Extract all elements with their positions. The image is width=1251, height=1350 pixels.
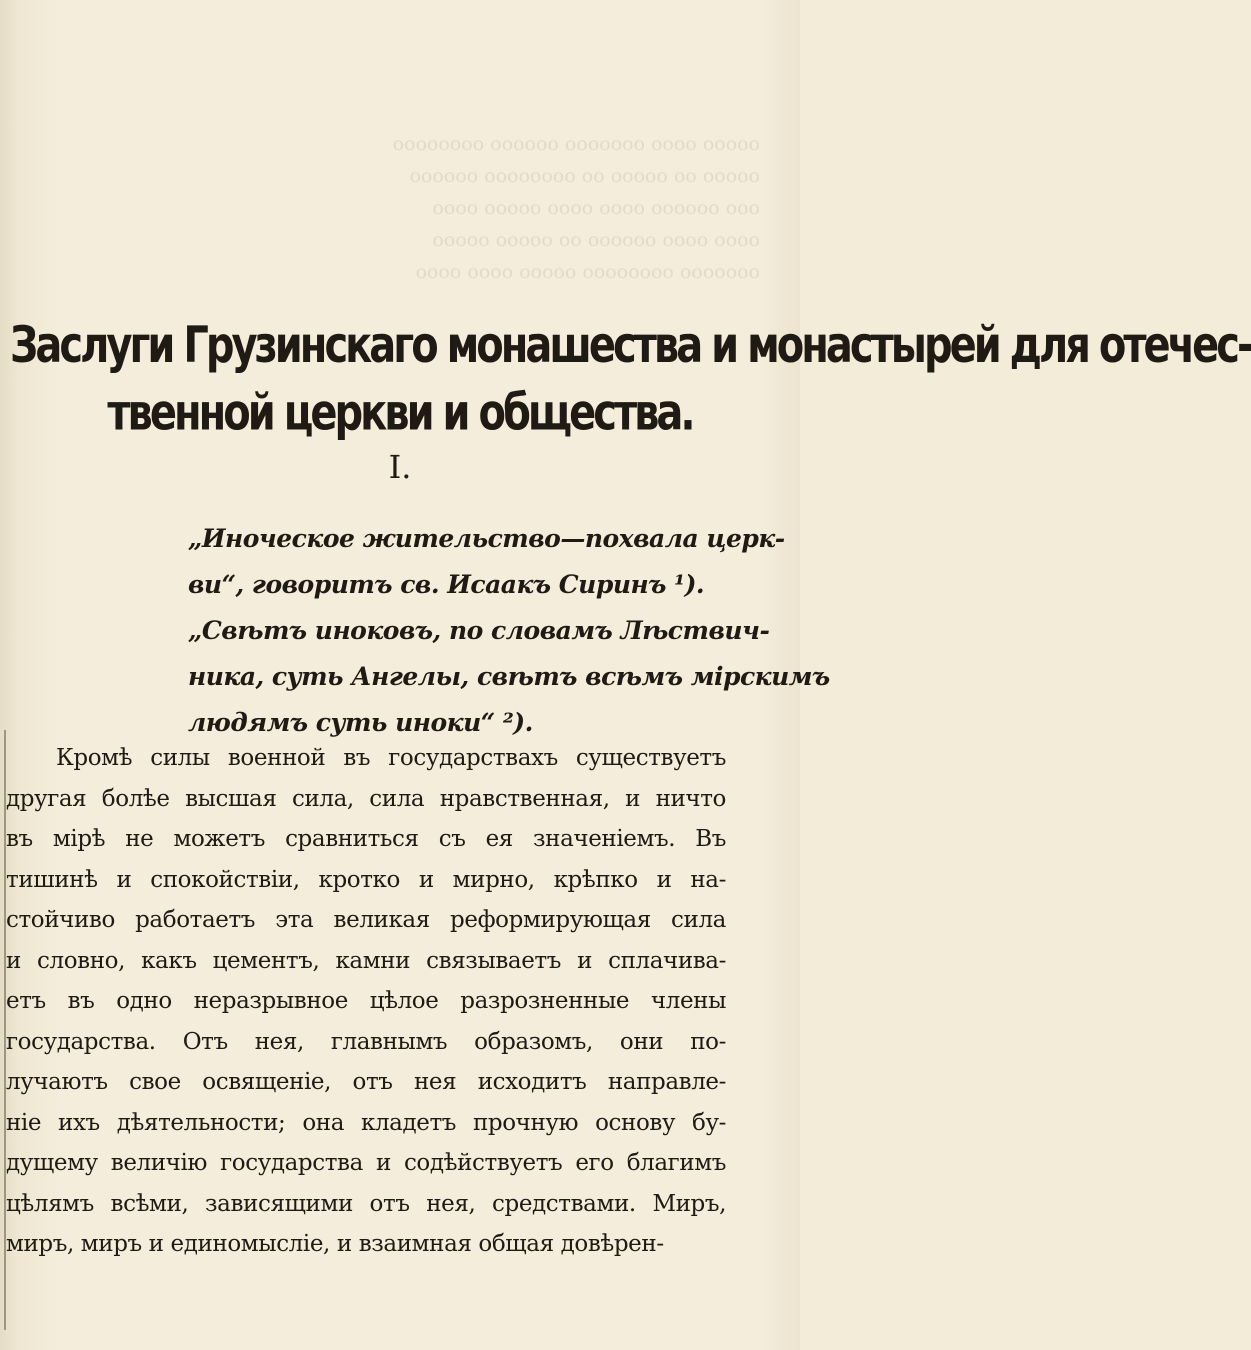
- section-number: I.: [388, 448, 412, 486]
- body-line: другая болѣе высшая сила, сила нравственная, и ничто: [6, 785, 726, 812]
- body-line: цѣлямъ всѣми, зависящими отъ нея, средствами. Миръ,: [6, 1190, 726, 1217]
- body-line: дущему величію государства и содѣйствуетъ его благимъ: [6, 1150, 726, 1176]
- epigraph-line: „Иноческое жительство—похвала церк-: [188, 524, 785, 553]
- chapter-title-line-2: твенной церкви и общества.: [107, 384, 693, 442]
- epigraph-line: „Свѣтъ иноковъ, по словамъ Лѣствич-: [188, 616, 770, 645]
- body-line: въ мірѣ не можетъ сравниться съ ея значеніемъ. Въ: [6, 826, 726, 852]
- body-line: стойчиво работаетъ эта великая реформирующая сила: [6, 907, 726, 933]
- body-line: етъ въ одно неразрывное цѣлое разрозненные члены: [6, 988, 726, 1014]
- body-line: тишинѣ и спокойствіи, кротко и мирно, крѣпко и на-: [6, 866, 726, 893]
- epigraph-line: ви“, говоритъ св. Исаакъ Сиринъ ¹).: [188, 570, 705, 599]
- body-line: Кромѣ силы военной въ государствахъ существуетъ: [56, 745, 726, 771]
- body-line: и словно, какъ цементъ, камни связываетъ и сплачива-: [6, 947, 726, 974]
- epigraph: [188, 516, 830, 746]
- body-paragraph: [6, 738, 726, 1265]
- body-line: миръ, миръ и единомысліе, и взаимная общая довѣрен-: [6, 1231, 664, 1257]
- chapter-title-line-1: Заслуги Грузинскаго монашества и монастырей для отечес-: [10, 317, 1251, 375]
- epigraph-line: ника, суть Ангелы, свѣтъ всѣмъ мірскимъ: [188, 662, 830, 691]
- body-line: лучаютъ свое освященіе, отъ нея исходитъ направле-: [6, 1069, 726, 1095]
- bleed-through-text: ооооо оооо ооооооо оооооо оооооооо ооооо оо ооооо оо оооооооо оооооо ооо оооооо оооо оооо ооооо оооо оооо оооо оооооо оо ооооо ооооо ооооооо оооооооо ооооо оооо оооо: [392, 133, 760, 283]
- body-line: государства. Отъ нея, главнымъ образомъ, они по-: [6, 1028, 726, 1055]
- body-line: ніе ихъ дѣятельности; она кладетъ прочную основу бу-: [6, 1109, 726, 1136]
- epigraph-line: людямъ суть иноки“ ²).: [188, 708, 533, 737]
- chapter-title: [10, 312, 1251, 447]
